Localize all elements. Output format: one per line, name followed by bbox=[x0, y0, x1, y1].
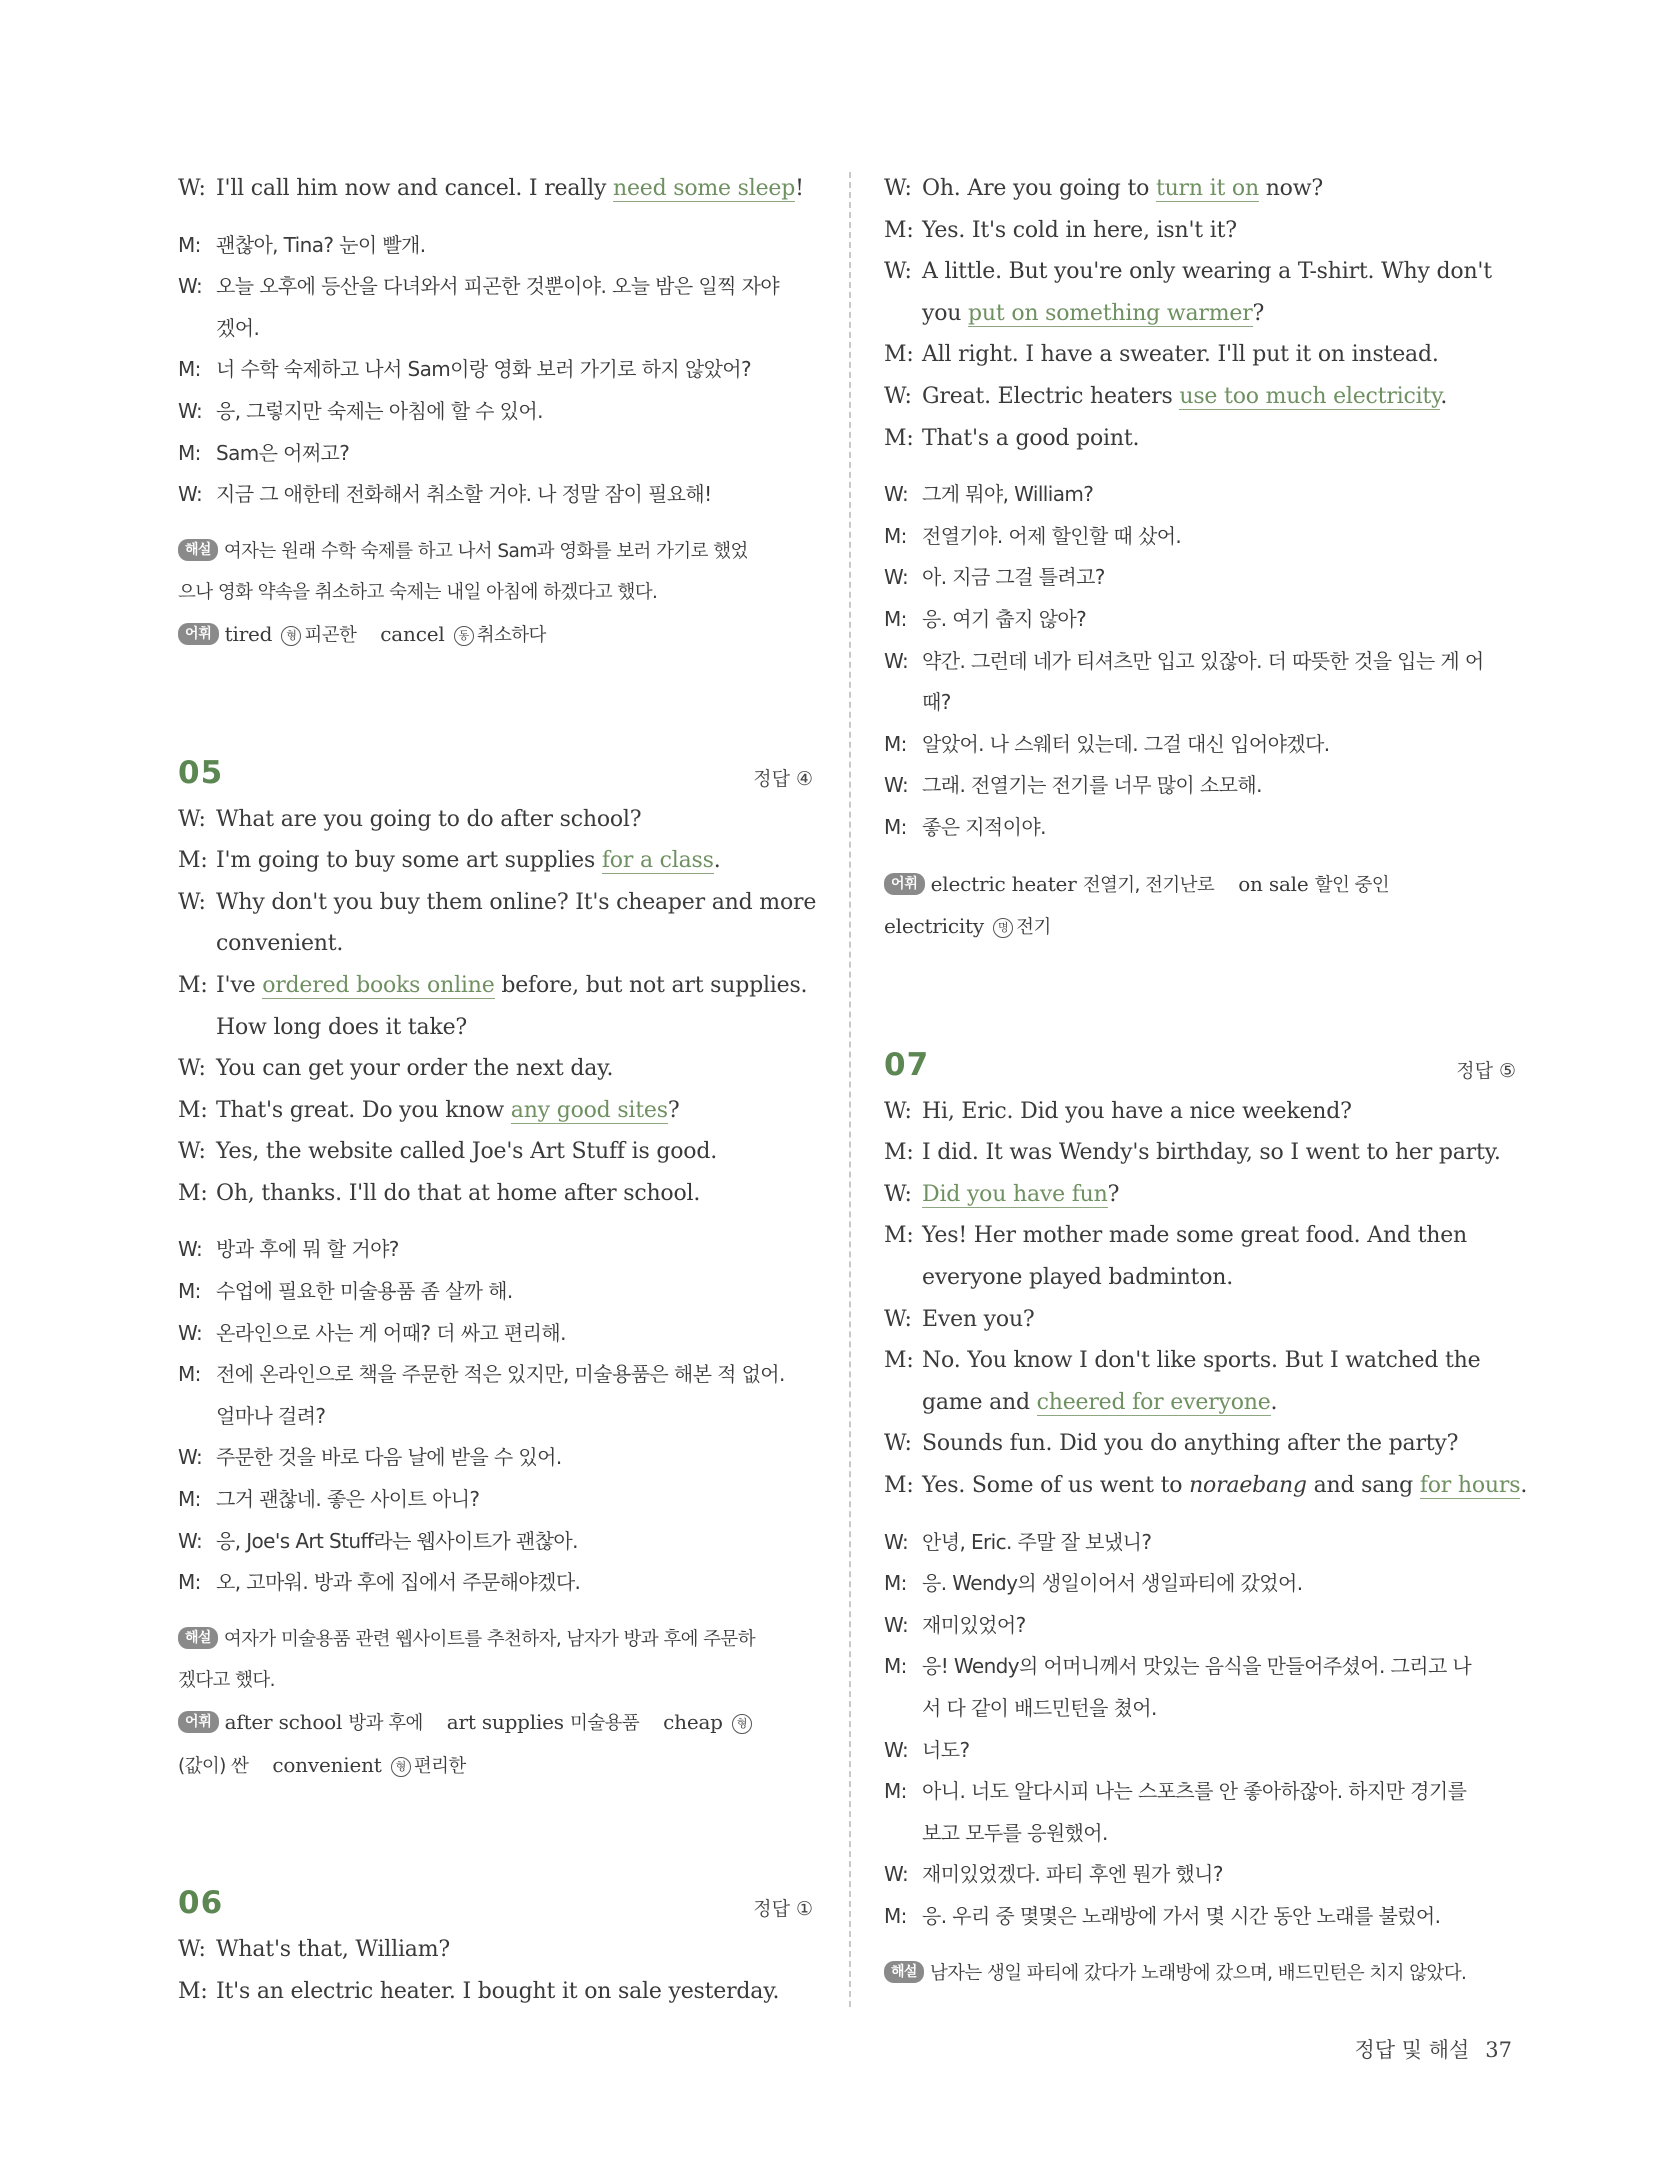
translation-text: 응. 우리 중 몇몇은 노래방에 가서 몇 시간 동안 노래를 불렀어. bbox=[922, 1903, 1441, 1928]
dialogue-line: W: What's that, William? bbox=[178, 1937, 450, 1963]
translation-line bbox=[884, 599, 1516, 641]
translation-line bbox=[884, 1522, 1516, 1564]
right-column bbox=[884, 168, 1528, 1994]
answer-blank: cheered for everyone bbox=[1036, 1389, 1271, 1415]
translation-block bbox=[884, 1522, 1516, 1938]
page-number: 37 bbox=[1485, 2038, 1512, 2062]
answer-blank: need some sleep bbox=[612, 176, 796, 201]
speaker-label: W: bbox=[178, 398, 203, 423]
dialogue-line-cont: you put on something warmer? bbox=[922, 300, 1265, 326]
speaker-label: W: bbox=[884, 1612, 909, 1637]
translation-text: 주문한 것을 바로 다음 날에 받을 수 있어. bbox=[216, 1445, 562, 1470]
translation-text: 그래. 전열기는 전기를 너무 많이 소모해. bbox=[922, 773, 1262, 798]
dialogue-line: W: Hi, Eric. Did you have a nice weekend? bbox=[884, 1098, 1352, 1124]
speaker-label: W: bbox=[178, 482, 203, 507]
dialogue-line: W: Great. Electric heaters use too much electricity. bbox=[884, 383, 1448, 409]
translation-line bbox=[178, 308, 813, 350]
translation-text: 그게 뭐야, William? bbox=[922, 482, 1094, 507]
vocabulary-badge: 어휘 bbox=[178, 1711, 219, 1733]
dialogue-line: W: Sounds fun. Did you do anything after the party? bbox=[884, 1431, 1459, 1457]
translation-line bbox=[884, 1854, 1516, 1896]
dialogue-line-cont: everyone played badminton. bbox=[922, 1265, 1233, 1291]
translation-line bbox=[884, 516, 1516, 558]
footer-label: 정답 및 해설 bbox=[1354, 2038, 1470, 2062]
translation-text: 응. 여기 춥지 않아? bbox=[922, 606, 1087, 631]
question-number: 05 bbox=[178, 754, 224, 791]
answer-blank: for a class bbox=[601, 848, 714, 874]
answer-key: 정답 ④ bbox=[753, 767, 813, 790]
explanation-badge: 해설 bbox=[178, 539, 218, 561]
explanation-badge: 해설 bbox=[178, 1627, 218, 1649]
answer-blank: put on something warmer bbox=[968, 300, 1253, 326]
dialogue-line: M: That's a good point. bbox=[884, 425, 1140, 451]
translation-text: 때? bbox=[922, 690, 951, 715]
dialogue-line-cont: convenient. bbox=[216, 931, 344, 957]
translation-text: 수업에 필요한 미술용품 좀 살까 해. bbox=[216, 1279, 513, 1304]
translation-text: 전에 온라인으로 책을 주문한 적은 있지만, 미술용품은 해본 적 없어. bbox=[216, 1362, 785, 1387]
dialogue-line-cont: How long does it take? bbox=[216, 1014, 467, 1040]
translation-text: 오, 고마워. 방과 후에 집에서 주문해야겠다. bbox=[216, 1570, 581, 1595]
translation-line bbox=[884, 1771, 1516, 1813]
translation-line bbox=[178, 225, 813, 267]
explanation-cont: 으나 영화 약속을 취소하고 숙제는 내일 아침에 하겠다고 했다. bbox=[178, 582, 658, 604]
translation-text: 그거 괜찮네. 좋은 사이트 아니? bbox=[216, 1487, 480, 1512]
translation-line bbox=[178, 1271, 813, 1313]
answer-blank: use too much electricity bbox=[1179, 383, 1441, 409]
explanation: 해설 남자는 생일 파티에 갔다가 노래방에 갔으며, 배드민턴은 치지 않았다. bbox=[884, 1953, 1516, 1995]
speaker-label: W: bbox=[178, 1445, 203, 1470]
dialogue-line-cont: game and cheered for everyone. bbox=[922, 1389, 1278, 1415]
translation-line bbox=[178, 1562, 813, 1604]
left-column bbox=[178, 168, 817, 2012]
translation-text: 서 다 같이 배드민턴을 쳤어. bbox=[922, 1696, 1157, 1720]
speaker-label: M: bbox=[884, 1571, 907, 1596]
speaker-label: W: bbox=[884, 1737, 909, 1762]
translation-line bbox=[884, 682, 1516, 724]
dialogue-line: M: Yes. Some of us went to noraebang and sang for hours. bbox=[884, 1473, 1528, 1499]
dialogue-line: M: I'm going to buy some art supplies for a class. bbox=[178, 848, 721, 874]
speaker-label: W: bbox=[884, 482, 909, 507]
translation-line bbox=[884, 724, 1516, 766]
question-number: 07 bbox=[884, 1046, 930, 1083]
speaker-label: W: bbox=[884, 565, 909, 590]
dialogue-line: M: Oh, thanks. I'll do that at home after school. bbox=[178, 1180, 701, 1206]
translation-text: 응! Wendy의 어머니께서 맛있는 음식을 만들어주셨어. 그리고 나 bbox=[922, 1654, 1472, 1679]
dialogue-line: W: You can get your order the next day. bbox=[178, 1056, 614, 1082]
explanation-cont: 겠다고 했다. bbox=[178, 1670, 275, 1692]
translation-text: 약간. 그런데 네가 티셔츠만 입고 있잖아. 더 따뜻한 것을 입는 게 어 bbox=[922, 648, 1484, 673]
translation-block bbox=[178, 1229, 813, 1603]
translation-text: 안녕, Eric. 주말 잘 보냈니? bbox=[922, 1529, 1152, 1554]
speaker-label: M: bbox=[884, 1654, 907, 1679]
translation-line bbox=[884, 765, 1516, 807]
answer-blank: for hours bbox=[1419, 1473, 1521, 1499]
translation-line bbox=[884, 1730, 1516, 1772]
translation-line bbox=[178, 349, 813, 391]
speaker-label: M: bbox=[884, 523, 907, 548]
translation-text: 응. Wendy의 생일이어서 생일파티에 갔었어. bbox=[922, 1571, 1303, 1596]
vocabulary-badge: 어휘 bbox=[884, 873, 925, 895]
answer-blank: Did you have fun bbox=[922, 1181, 1108, 1207]
translation-block bbox=[178, 225, 813, 516]
dialogue-line: W: Did you have fun? bbox=[884, 1181, 1120, 1207]
speaker-label: W: bbox=[884, 648, 909, 673]
speaker-label: W: bbox=[178, 1528, 203, 1553]
translation-block bbox=[884, 474, 1516, 848]
translation-text: 겠어. bbox=[216, 315, 260, 340]
dialogue-line: W: Why don't you buy them online? It's cheaper and more bbox=[178, 889, 817, 915]
translation-text: Sam은 어쩌고? bbox=[216, 440, 350, 465]
translation-text: 괜찮아, Tina? 눈이 빨개. bbox=[216, 232, 426, 257]
translation-line bbox=[884, 807, 1516, 849]
explanation-badge: 해설 bbox=[884, 1961, 924, 1983]
speaker-label: M: bbox=[884, 814, 907, 839]
translation-line bbox=[884, 1605, 1516, 1647]
column-divider bbox=[849, 172, 851, 2007]
dialogue-line: M: All right. I have a sweater. I'll put it on instead. bbox=[884, 342, 1439, 368]
translation-line bbox=[178, 1437, 813, 1479]
dialogue-line: W: A little. But you're only wearing a T-shirt. Why don't bbox=[884, 259, 1492, 285]
vocabulary: 어휘 electric heater 전열기, 전기난로 on sale 할인 중인 bbox=[884, 864, 1516, 907]
translation-text: 응, 그렇지만 숙제는 아침에 할 수 있어. bbox=[216, 398, 543, 423]
translation-line bbox=[884, 641, 1516, 683]
translation-line bbox=[178, 266, 813, 308]
explanation: 해설 여자가 미술용품 관련 웹사이트를 추천하자, 남자가 방과 후에 주문하 bbox=[178, 1619, 813, 1661]
translation-text: 얼마나 걸려? bbox=[216, 1403, 326, 1428]
speaker-label: M: bbox=[178, 357, 201, 382]
translation-line bbox=[178, 1479, 813, 1521]
explanation: 해설 여자는 원래 수학 숙제를 하고 나서 Sam과 영화를 보러 가기로 했었 bbox=[178, 531, 813, 573]
dialogue-line: W: Yes, the website called Joe's Art Stuff is good. bbox=[178, 1139, 718, 1165]
translation-line bbox=[884, 1813, 1516, 1855]
dialogue-line: M: Yes. It's cold in here, isn't it? bbox=[884, 217, 1237, 243]
answer-blank: ordered books online bbox=[262, 972, 495, 998]
translation-line bbox=[884, 474, 1516, 516]
dialogue-line: W: I'll call him now and cancel. I really need some sleep! bbox=[178, 176, 804, 201]
question-number: 06 bbox=[178, 1885, 224, 1922]
dialogue-line: W: Oh. Are you going to turn it on now? bbox=[884, 176, 1323, 201]
translation-line bbox=[178, 1354, 813, 1396]
translation-text: 아니. 너도 알다시피 나는 스포츠를 안 좋아하잖아. 하지만 경기를 bbox=[922, 1779, 1467, 1804]
speaker-label: M: bbox=[178, 1362, 201, 1387]
speaker-label: M: bbox=[178, 440, 201, 465]
speaker-label: W: bbox=[178, 274, 203, 299]
answer-blank: turn it on bbox=[1155, 176, 1259, 201]
speaker-label: M: bbox=[178, 1279, 201, 1304]
speaker-label: M: bbox=[178, 1487, 201, 1512]
translation-text: 전열기야. 어제 할인할 때 샀어. bbox=[922, 523, 1182, 548]
translation-line bbox=[178, 1313, 813, 1355]
translation-text: 지금 그 애한테 전화해서 취소할 거야. 나 정말 잠이 필요해! bbox=[216, 482, 712, 507]
translation-text: 방과 후에 뭐 할 거야? bbox=[216, 1237, 399, 1262]
translation-line bbox=[178, 391, 813, 433]
translation-text: 재미있었겠다. 파티 후엔 뭔가 했니? bbox=[922, 1862, 1223, 1887]
answer-key: 정답 ① bbox=[753, 1898, 813, 1921]
translation-line bbox=[884, 1688, 1516, 1730]
translation-text: 알았어. 나 스웨터 있는데. 그걸 대신 입어야겠다. bbox=[922, 731, 1330, 756]
speaker-label: M: bbox=[884, 1903, 907, 1928]
speaker-label: W: bbox=[178, 1320, 203, 1345]
vocabulary-badge: 어휘 bbox=[178, 623, 219, 645]
speaker-label: W: bbox=[884, 1529, 909, 1554]
translation-line bbox=[178, 474, 813, 516]
speaker-label: M: bbox=[884, 731, 907, 756]
vocabulary: 어휘 after school 방과 후에 art supplies 미술용품 cheap 형 bbox=[178, 1702, 813, 1745]
translation-line bbox=[884, 557, 1516, 599]
translation-text: 오늘 오후에 등산을 다녀와서 피곤한 것뿐이야. 오늘 밤은 일찍 자야 bbox=[216, 274, 780, 299]
dialogue-line: M: Yes! Her mother made some great food. And then bbox=[884, 1223, 1468, 1249]
translation-line bbox=[178, 1521, 813, 1563]
speaker-label: M: bbox=[178, 232, 201, 257]
answer-blank: any good sites bbox=[510, 1097, 668, 1123]
translation-line bbox=[884, 1563, 1516, 1605]
dialogue-line: M: I've ordered books online before, but not art supplies. bbox=[178, 972, 808, 998]
translation-line bbox=[178, 1229, 813, 1271]
question-header bbox=[178, 749, 813, 797]
speaker-label: W: bbox=[884, 773, 909, 798]
translation-text: 좋은 지적이야. bbox=[922, 814, 1046, 839]
translation-line bbox=[178, 433, 813, 475]
question-header bbox=[178, 1879, 813, 1927]
translation-text: 아. 지금 그걸 틀려고? bbox=[922, 565, 1105, 590]
speaker-label: M: bbox=[884, 1779, 907, 1804]
dialogue-line: W: What are you going to do after school? bbox=[178, 806, 642, 832]
answer-key: 정답 ⑤ bbox=[1456, 1059, 1516, 1082]
speaker-label: W: bbox=[884, 1862, 909, 1887]
vocabulary: 어휘 tired 형 피곤한 cancel 동 취소하다 bbox=[178, 614, 813, 657]
dialogue-line: W: Even you? bbox=[884, 1306, 1035, 1332]
dialogue-line: M: That's great. Do you know any good sites? bbox=[178, 1097, 680, 1123]
translation-line bbox=[178, 1396, 813, 1438]
speaker-label: M: bbox=[884, 606, 907, 631]
dialogue-line: M: I did. It was Wendy's birthday, so I went to her party. bbox=[884, 1140, 1501, 1166]
question-header bbox=[884, 1041, 1516, 1089]
dialogue-line: M: It's an electric heater. I bought it on sale yesterday. bbox=[178, 1978, 780, 2004]
speaker-label: W: bbox=[178, 1237, 203, 1262]
translation-text: 재미있었어? bbox=[922, 1612, 1026, 1637]
translation-line bbox=[884, 1896, 1516, 1938]
translation-text: 보고 모두를 응원했어. bbox=[922, 1820, 1108, 1845]
translation-text: 온라인으로 사는 게 어때? 더 싸고 편리해. bbox=[216, 1320, 566, 1345]
dialogue-line: M: No. You know I don't like sports. But I watched the bbox=[884, 1348, 1481, 1374]
page-footer bbox=[1354, 2034, 1512, 2064]
vocabulary-cont: (값이) 싼 convenient 형 편리한 bbox=[178, 1752, 466, 1777]
translation-text: 너 수학 숙제하고 나서 Sam이랑 영화 보러 가기로 하지 않았어? bbox=[216, 357, 752, 382]
translation-text: 응, Joe's Art Stuff라는 웹사이트가 괜찮아. bbox=[216, 1528, 578, 1553]
translation-text: 너도? bbox=[922, 1737, 970, 1762]
speaker-label: M: bbox=[178, 1570, 201, 1595]
vocabulary-cont: electricity 명 전기 bbox=[884, 914, 1051, 939]
translation-line bbox=[884, 1646, 1516, 1688]
